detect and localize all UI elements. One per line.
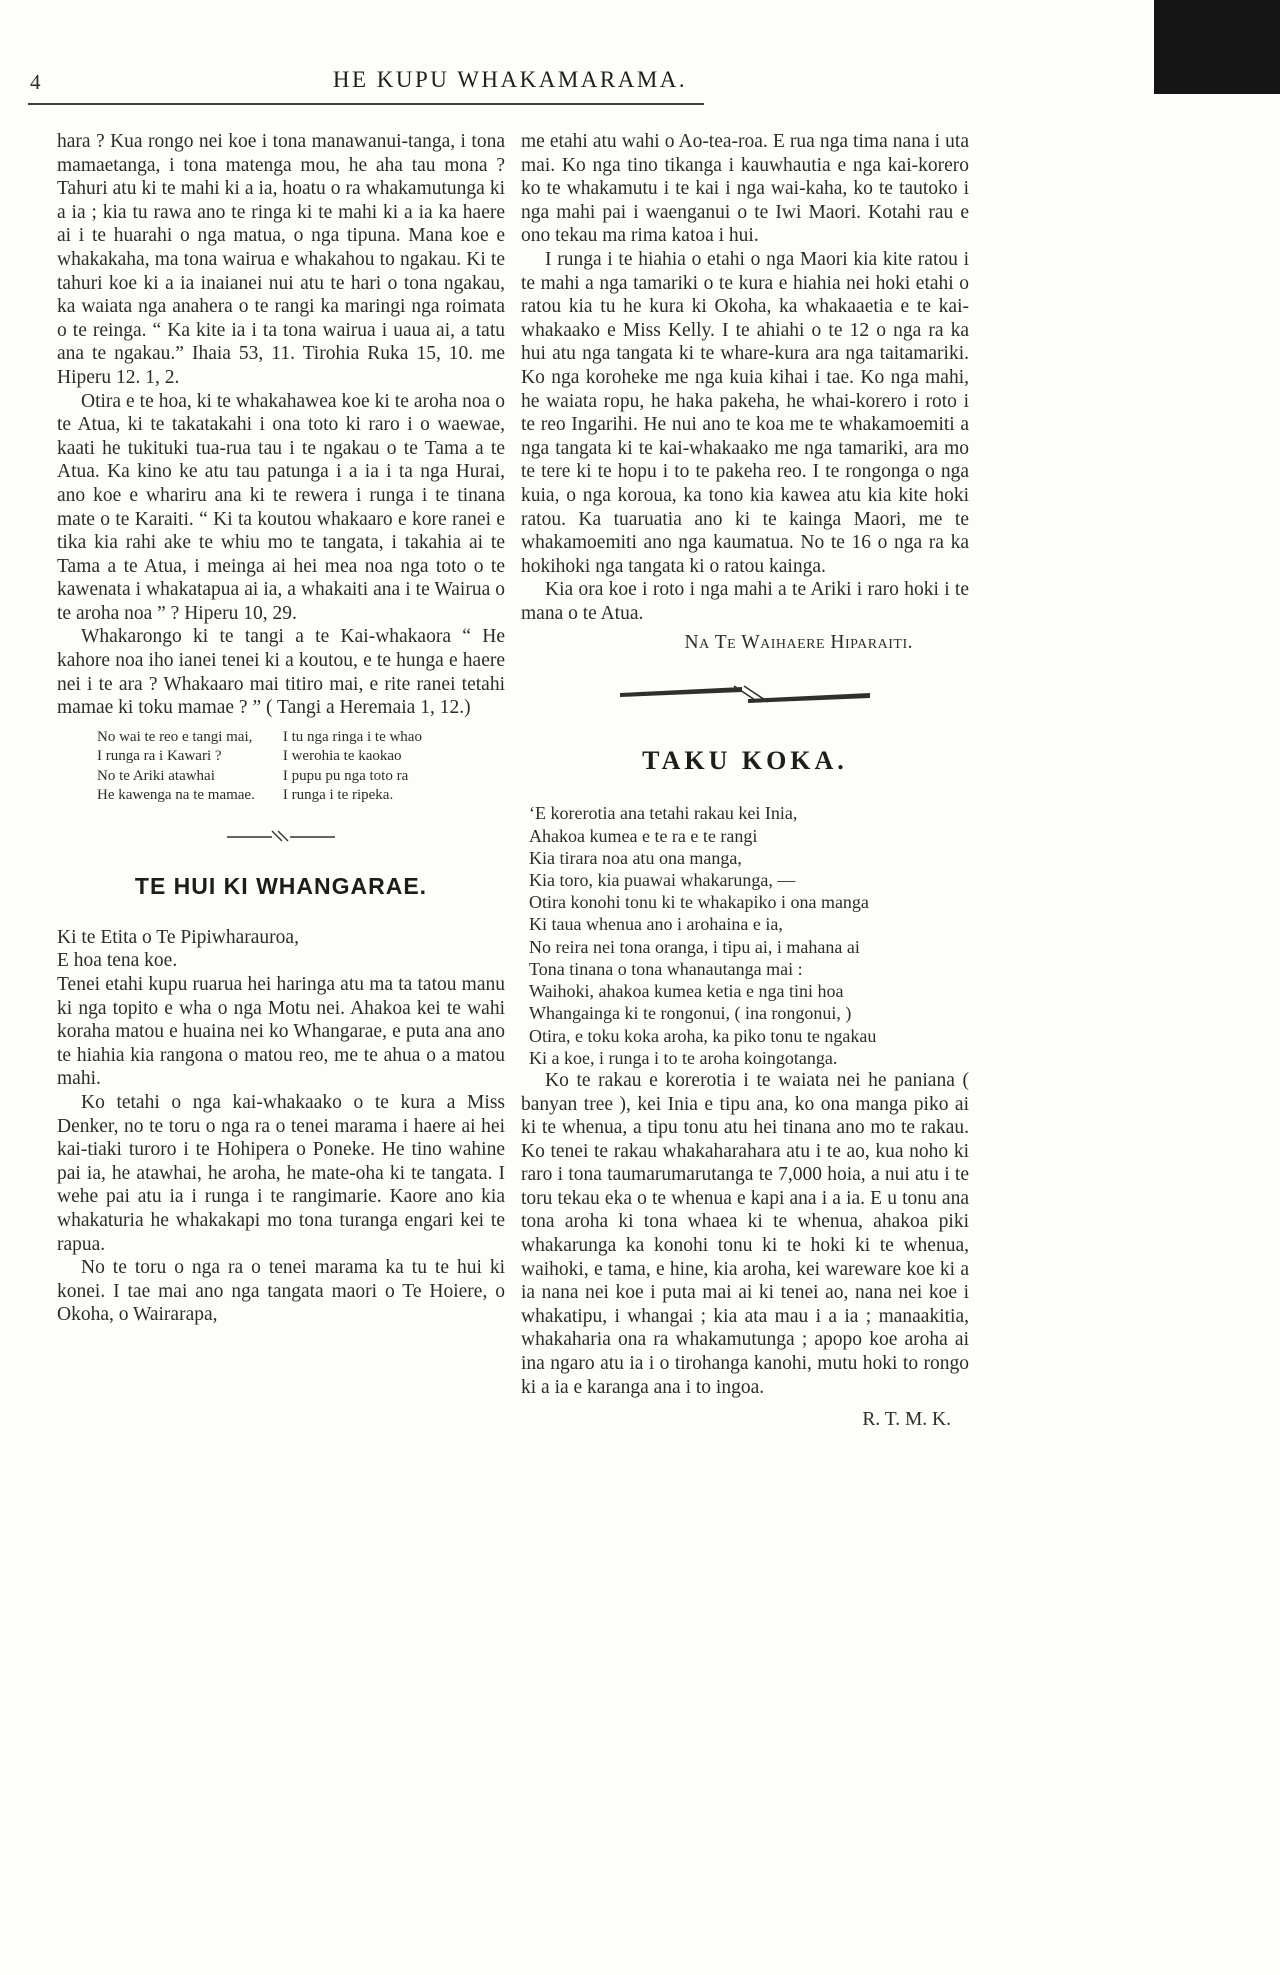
poem-line: Otira, e toku koka aroha, ka piko tonu te ngakau <box>529 1025 877 1046</box>
section-heading: TAKU KOKA. <box>642 746 848 776</box>
poem <box>529 802 969 1068</box>
page-title: HE KUPU WHAKAMARAMA. <box>332 67 688 92</box>
poem-line: Kia tirara noa atu ona manga, <box>529 847 742 868</box>
section-heading: TE HUI KI WHANGARAE. <box>134 872 428 899</box>
left-column <box>57 130 505 1327</box>
poem-line: No reira nei tona oranga, i tipu ai, i mahana ai <box>529 936 860 957</box>
poem-line: Otira konohi tonu ki te whakapiko i ona manga <box>529 892 869 913</box>
verse-line: No te Ariki atawhai <box>97 767 215 784</box>
paragraph: me etahi atu wahi o Ao-tea-roa. E rua nga tima nana i uta mai. Ko nga tino tikanga i kauwhautia e nga kai-korero ko te whakamutu i te kai i nga wai-kaha, ko te tautoko i nga mahi pai i waenganui o te Iwi Maori. Kotahi rau e ono tekau ma rima katoa i hui. <box>521 131 969 247</box>
right-column <box>521 130 969 1451</box>
header-rule <box>28 103 704 105</box>
poem-line: ‘E korerotia ana tetahi rakau kei Inia, <box>529 803 798 824</box>
verse-line: I tu nga ringa i te whao <box>282 728 422 745</box>
verse-line: He kawenga na te mamae. <box>97 787 255 804</box>
verse-line: I runga ra i Kawari ? <box>97 748 222 765</box>
author-signature: Na Te Waihaere Hiparaiti. <box>684 632 913 654</box>
paragraph: No te toru o nga ra o tenei marama ka tu te hui ki konei. I tae mai ano nga tangata maori o Te Hoiere, o Okoha, o Wairarapa, <box>57 1257 505 1326</box>
paragraph: Ko te rakau e korerotia i te waiata nei he paniana ( banyan tree ), kei Inia e tipu ana, ko ona manga piko ai ki te whenua, a tipu tonu atu hei tinana ano mo te rakau. Ko tenei te rakau whakaharahara atu i te ao, kua noho ki raro i tona taumarumarutanga te 7,000 hoia, a nui atu i te toru tekau eka o te whenua e kapi ana i a ia. E u tonu ana tona aroha ki tona whaea ki te whenua, ahakoa piki whakarunga ka konohi tonu ki te hoki ki te whenua, waihoki, e tama, e hine, kia aroha, kei wareware koe ki a ia nana nei koe i puta mai ai ki tenei ao, nana nei koe i whakatipu, i whangai ; kia ata mau i a ia ; manaakitia, whakaharia ona ra whakamutunga ; apopo koe aroha ai ina ngaro atu ia i o tirohanga kanohi, mutu hoki to rongo ki a ia e karanga ana i to ingoa. <box>521 1069 969 1398</box>
hymn-verse-column <box>97 728 255 806</box>
poem-line: Whangainga ki te rongonui, ( ina rongonui, ) <box>529 1003 852 1024</box>
paragraph: Whakarongo ki te tangi a te Kai-whakaora “ He kahore noa iho ianei tenei ki a koutou, e te hunga e haere nei i te ara ? Whakaaro mai titiro mai, e rite ranei tetahi mamae ki toku mamae ? ” ( Tangi a Heremaia 1, 12.) <box>57 626 505 719</box>
poem-line: Tona tinana o tona whanautanga mai : <box>529 958 803 979</box>
paragraph: hara ? Kua rongo nei koe i tona manawanui-tanga, i tona mamaetanga, i tona matenga mou, he aha tau mona ? Tahuri atu ki te mahi ki a ia, hoatu o ra whakamutunga ki a ia ; kia tu rawa ano te ringa ki te mahi ki a ia ka haere ai i te huarahi o nga matua, o nga tipuna. Mana koe e whakakaha, ma tona wairua e whakahou to ngakau. Ki te tahuri koe ki a ia inaianei nui atu te hari o tona ngakau, ka waiata nga anahera o te rangi ka maringi nga roimata o te reinga. “ Ka kite ia i ta tona wairua i uaua ai, a tatu ana te ngakau.” Ihaia 53, 11. Tirohia Ruka 15, 10. me Hiperu 12. 1, 2. <box>57 131 505 388</box>
poem-line: Waihoki, ahakoa kumea ketia e nga tini hoa <box>529 981 844 1002</box>
verse-line: I runga i te ripeka. <box>282 787 394 804</box>
letter-salutation: Ki te Etita o Te Pipiwharauroa, <box>57 926 299 948</box>
section-divider-icon <box>57 828 505 849</box>
verse-line: I werohia te kaokao <box>282 748 402 765</box>
paragraph: I runga i te hiahia o etahi o nga Maori kia kite ratou i te mahi a nga tamariki o te kura e hiahia nei hoki etahi o ratou kia tu he kura ki Okoha, ka whakaaetia e te kai-whakaako e Miss Kelly. I te ahiahi o te 12 o nga ra ka hui atu nga tangata ki te whare-kura ara nga taitamariki. Ko nga koroheke me nga kuia kihai i tae. Ko nga mahi, he waiata ropu, he haka pakeha, he whai-korero i roto i te reo Ingarihi. He nui ano te koa me te whakamoemiti a nga tangata ki te kai-whakaako me nga tamariki, ara mo te tere ki te hopu i to te pakeha reo. I te rongonga o nga kuia, o nga koroua, ka tono kia kawea atu kia kite hoki ratou. Ka tuaruatia ano ki te kainga Maori, me te whakamoemiti ano nga kaumatua. No te 16 o nga ra ka hokihoki nga tangata ki o ratou kainga. <box>521 248 969 577</box>
page-number: 4 <box>30 70 41 94</box>
verse-line: No wai te reo e tangi mai, <box>97 728 253 745</box>
verse-line: I pupu pu nga toto ra <box>282 767 409 784</box>
poem-line: Ki taua whenua ano i arohaina e ia, <box>529 914 783 935</box>
paragraph: Ko tetahi o nga kai-whakaako o te kura a Miss Denker, no te toru o nga ra o tenei marama i haere ai hei kai-tiaki turoro i te Hohipera o Poneke. He tino wahine pai ia, he atawhai, he aroha, he mate-oha ki te tangata. I wehe pai atu ia i runga i te rangimarie. Kaore ano kia whakaturia he whakakapi mo tona turanga engari kei te rapua. <box>57 1092 505 1255</box>
hymn-verse <box>97 728 505 806</box>
poem-line: Ki a koe, i runga i to te aroha koingotanga. <box>529 1047 838 1068</box>
paragraph: Kia ora koe i roto i nga mahi a te Ariki i raro hoki i te mana o te Atua. <box>521 579 969 624</box>
poem-line: Ahakoa kumea e te ra e te rangi <box>529 825 758 846</box>
scan-artifact <box>1154 0 1280 94</box>
paragraph: Tenei etahi kupu ruarua hei haringa atu ma ta tatou manu ki nga topito e wha o nga Motu nei. Ahakoa kei te wahi koraha matou e huaina nei ko Whangarae, e puta ana ano te hiahia kia rangona o matou reo, me te ahua o a matou mahi. <box>57 974 505 1090</box>
tailpiece-ornament-icon <box>521 683 969 714</box>
author-initials: R. T. M. K. <box>862 1409 951 1431</box>
paragraph: Otira e te hoa, ki te whakahawea koe ki te aroha noa o te Atua, ki te takatakahi i ona toto ki raro i o waewae, kaati he tukituki tua-rua tau i te ngakau o te Tama a te Atua. Ka kino ke atu tau patunga i a ia i ta nga Hurai, ano koe e whariru ana ki te rewera i runga i te tinana mate o te Karaiti. “ Ki ta koutou whakaaro e kore ranei e tika kia rahi ake te whiu mo te tangata, i takahia ai te Tama a te Atua, i meinga ai hei mea noa nga toto o te kawenata i whakatapua ai ia, a whakaiti ana i te Wairua o te aroha noa ” ? Hiperu 10, 29. <box>57 390 505 624</box>
letter-greeting: E hoa tena koe. <box>57 950 178 972</box>
hymn-verse-column <box>283 728 422 806</box>
poem-line: Kia toro, kia puawai whakarunga, — <box>529 870 796 891</box>
